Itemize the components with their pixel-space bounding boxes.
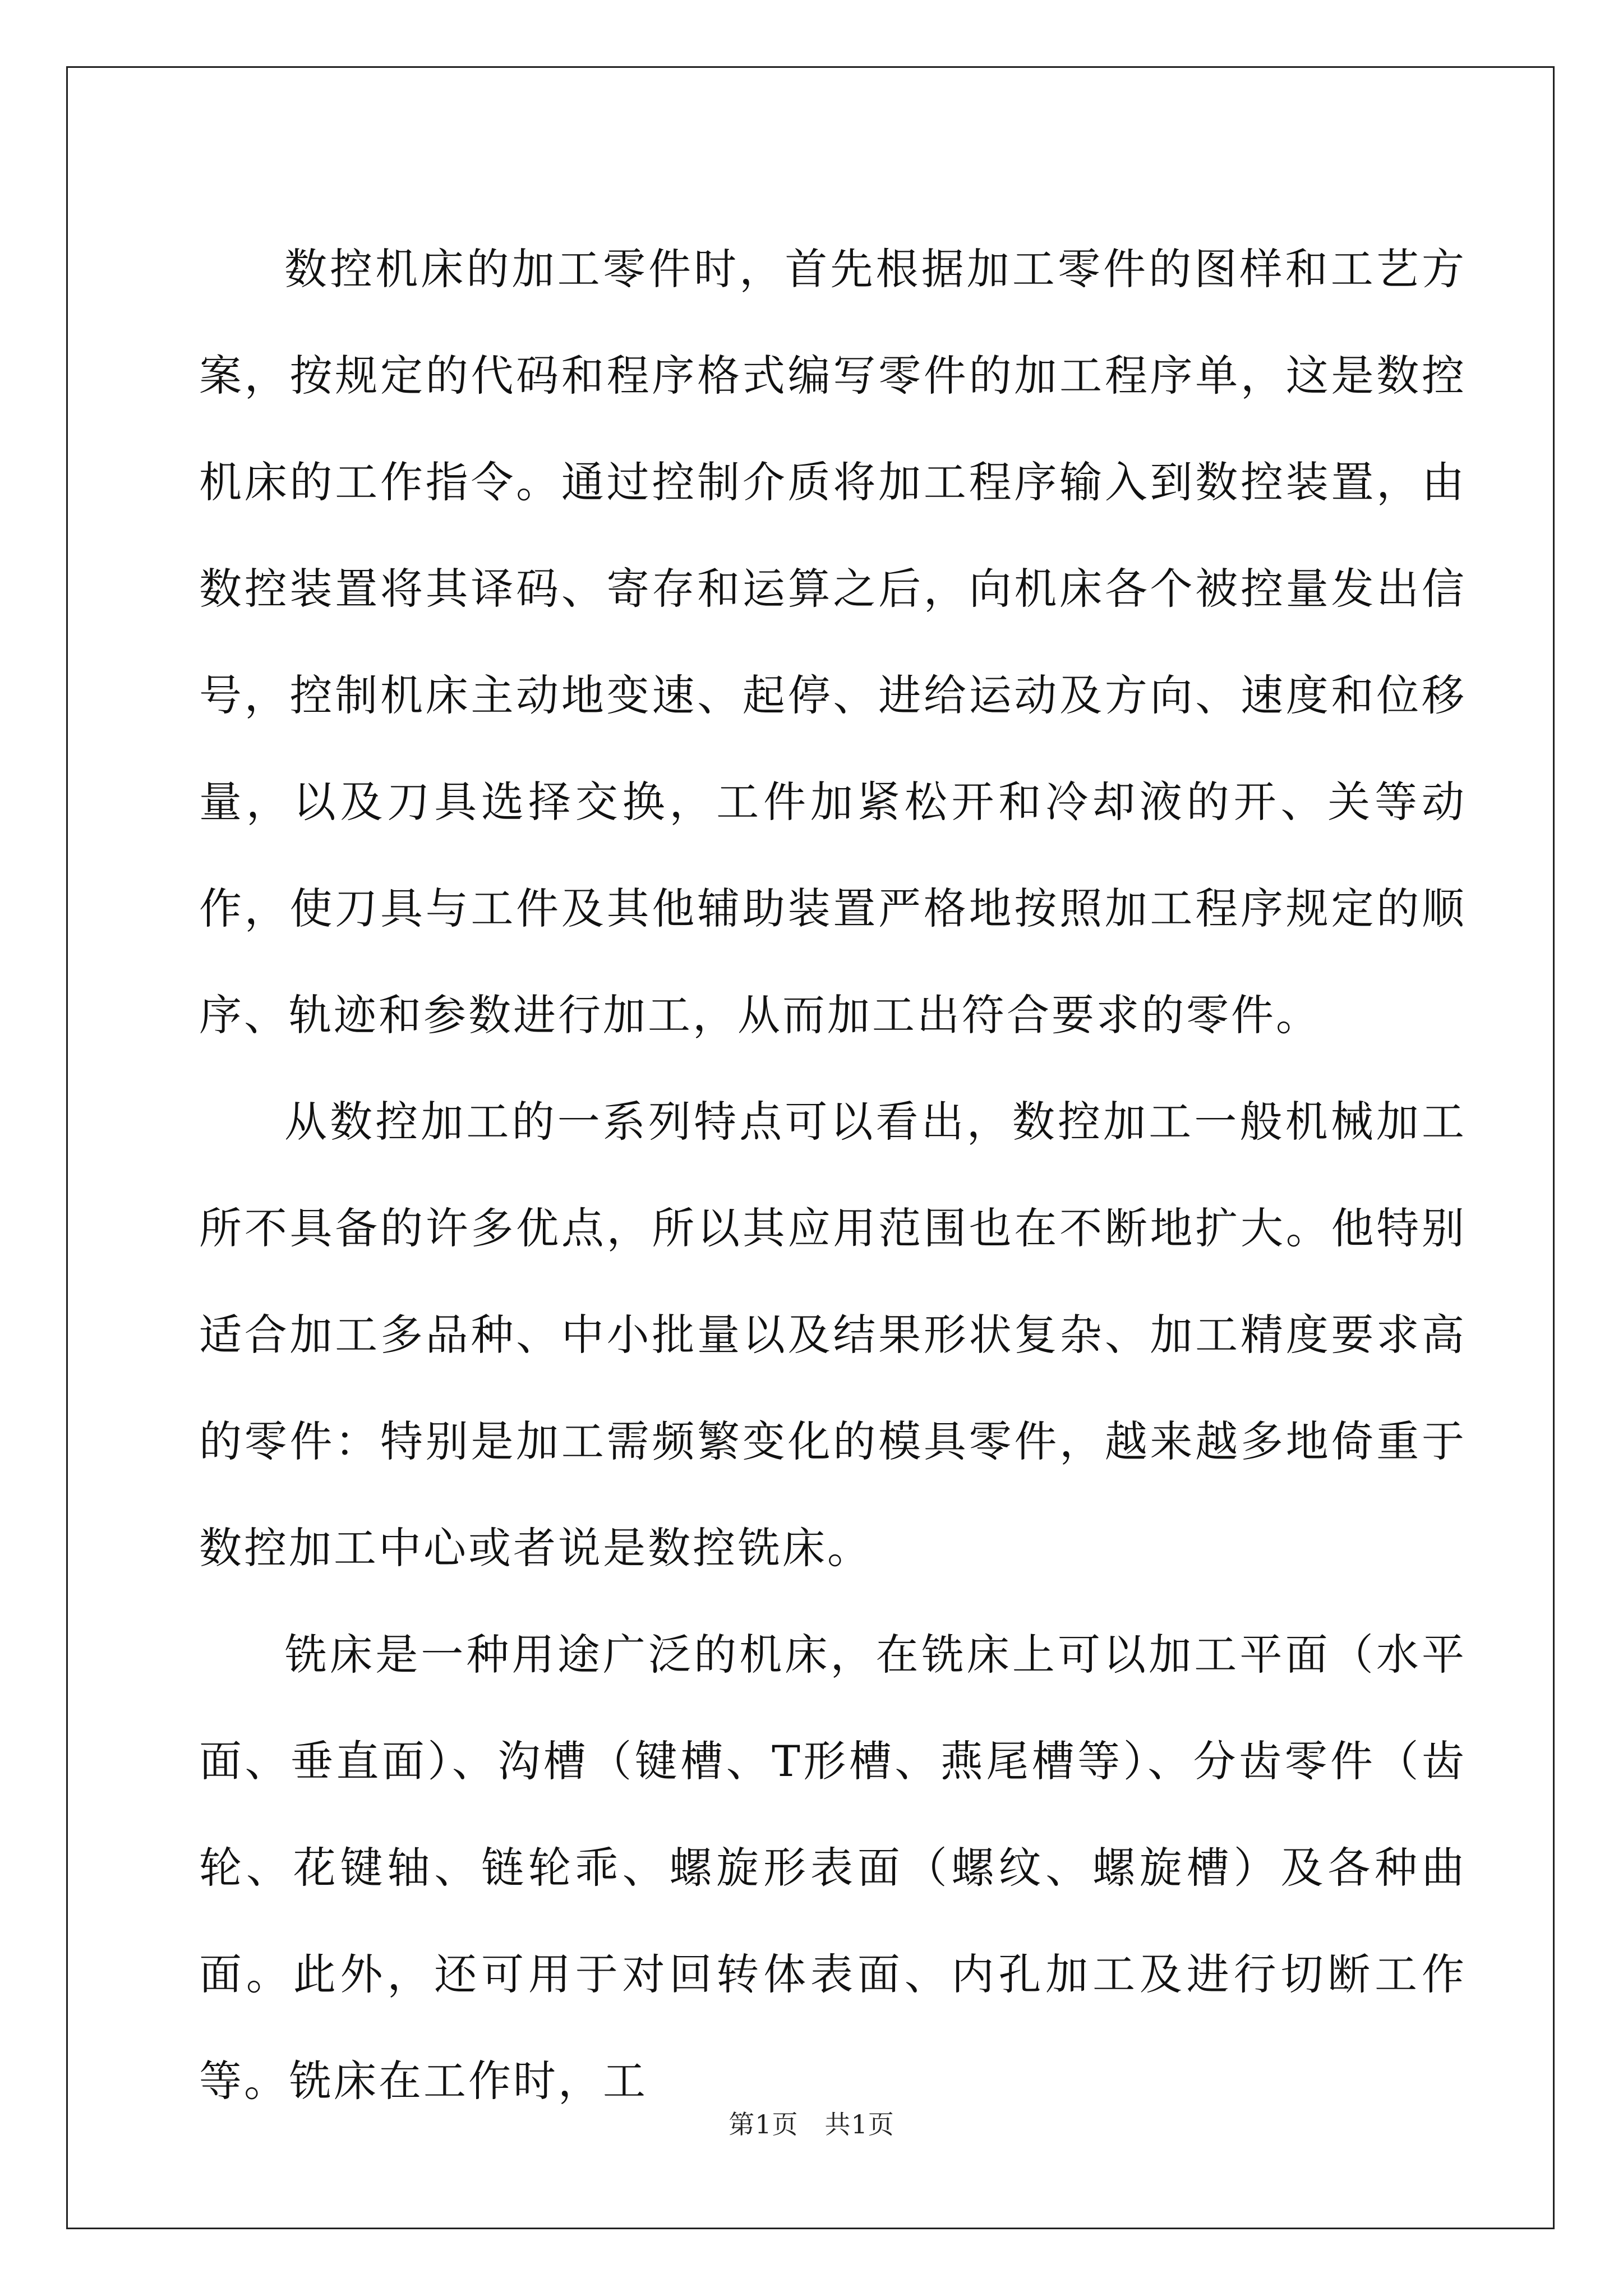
document-body [199,216,1467,2134]
paragraph-1: 数控机床的加工零件时，首先根据加工零件的图样和工艺方案，按规定的代码和程序格式编写零件的加工程序单，这是数控机床的工作指令。通过控制介质将加工程序输入到数控装置，由数控装置将其译码、寄存和运算之后，向机床各个被控量发出信号，控制机床主动地变速、起停、进给运动及方向、速度和位移量，以及刀具选择交换，工件加紧松开和冷却液的开、关等动作，使刀具与工件及其他辅助装置严格地按照加工程序规定的顺序、轨迹和参数进行加工，从而加工出符合要求的零件。 [199,244,1467,1040]
page-number-footer: 第1页 共1页 [728,2109,895,2139]
paragraph-2: 从数控加工的一系列特点可以看出，数控加工一般机械加工所不具备的许多优点，所以其应用范围也在不断地扩大。他特别适合加工多品种、中小批量以及结果形状复杂、加工精度要求高的零件：特别是加工需频繁变化的模具零件，越来越多地倚重于数控加工中心或者说是数控铣床。 [199,1097,1467,1573]
paragraph-3: 铣床是一种用途广泛的机床，在铣床上可以加工平面（水平面、垂直面）、沟槽（键槽、T形槽、燕尾槽等）、分齿零件（齿轮、花键轴、链轮乖、螺旋形表面（螺纹、螺旋槽）及各种曲面。此外，还可用于对回转体表面、内孔加工及进行切断工作等。铣床在工作时，工 [199,1630,1467,2106]
